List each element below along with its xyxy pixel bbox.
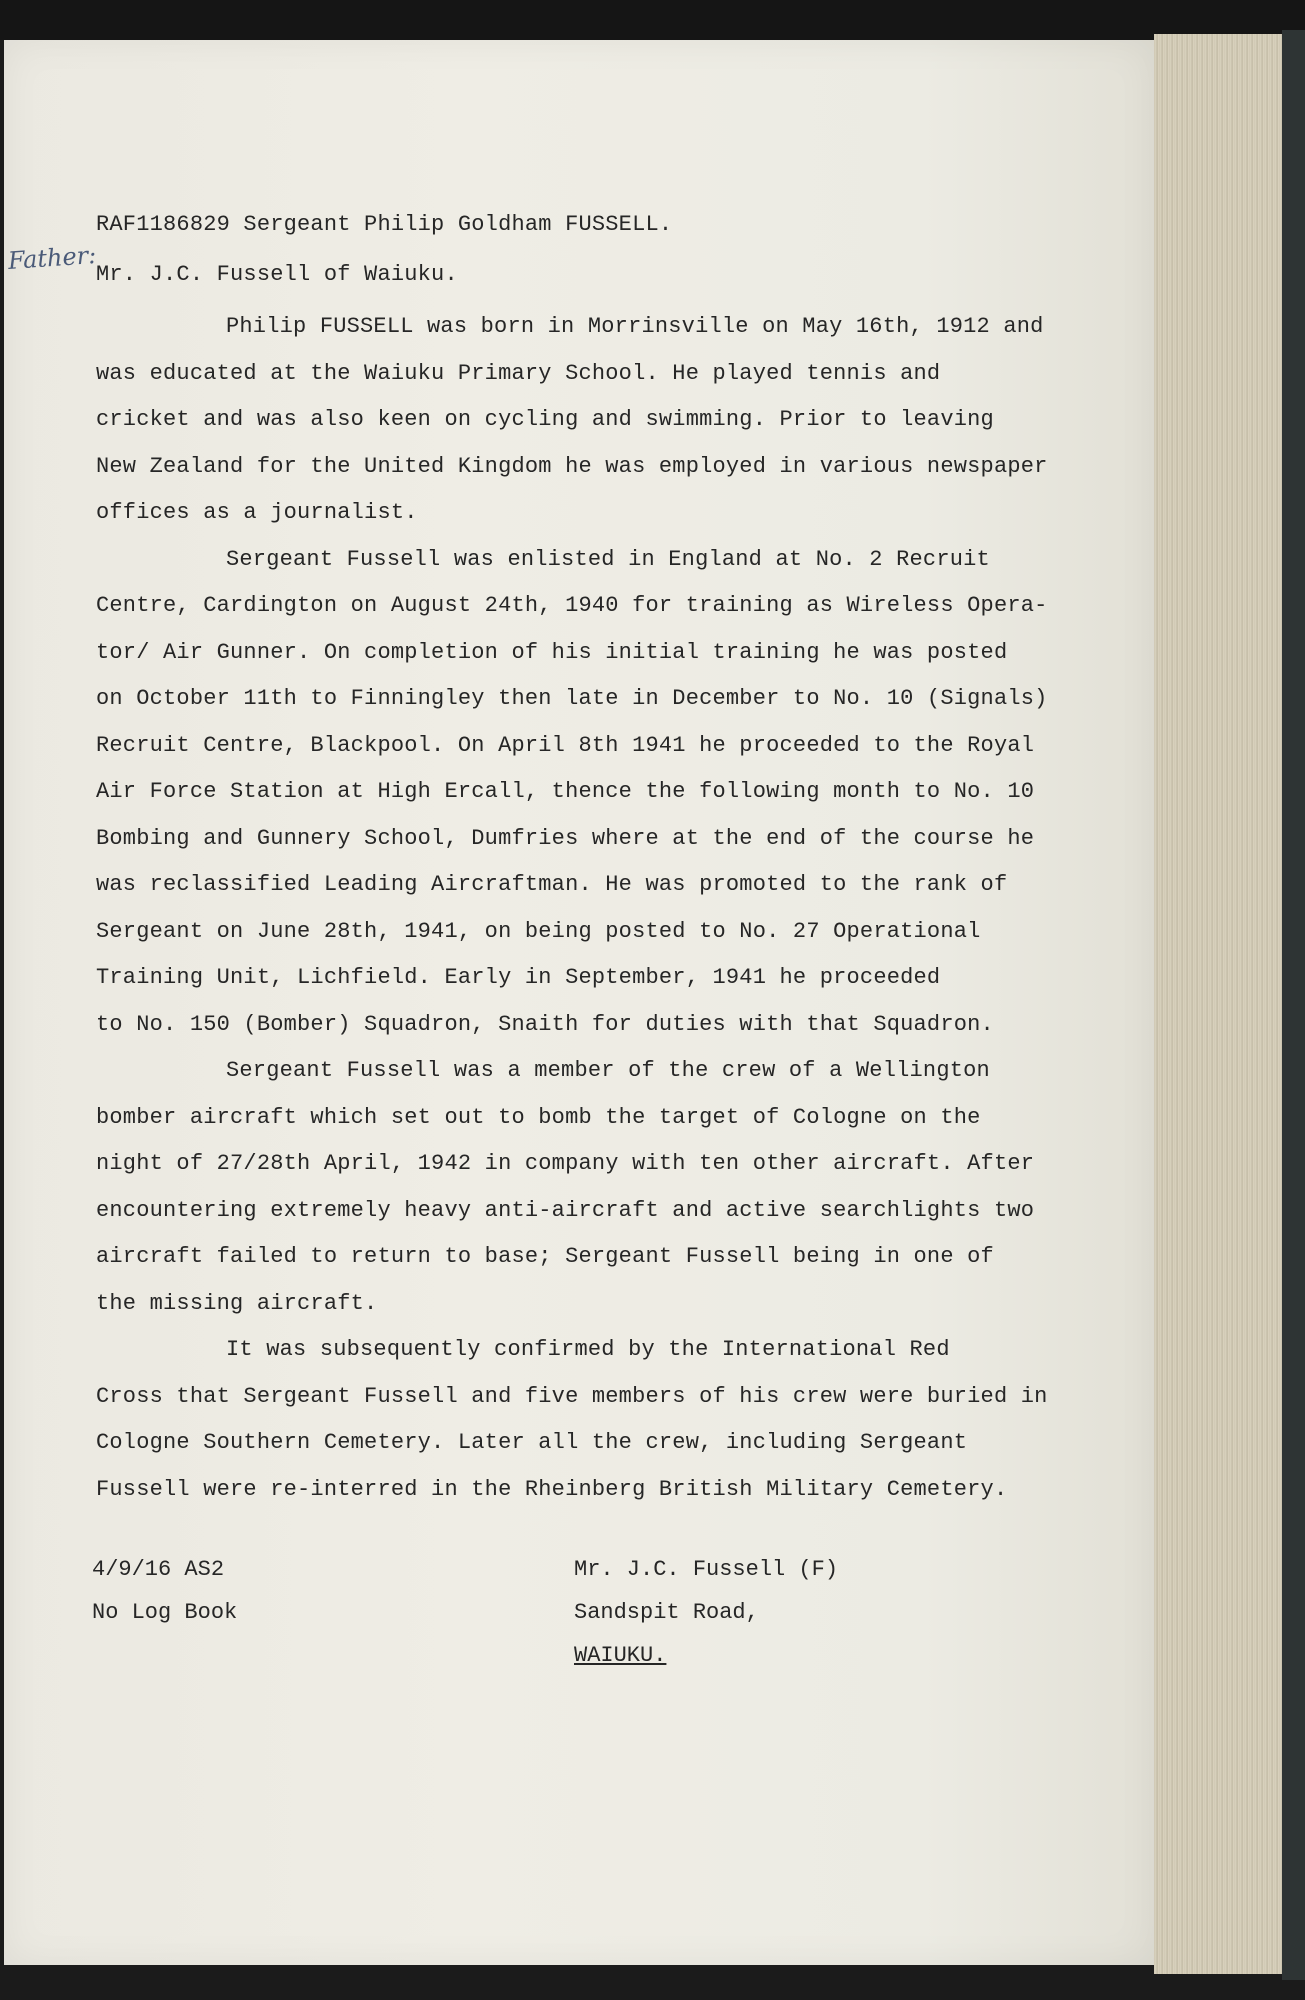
text-line: to No. 150 (Bomber) Squadron, Snaith for duties with that Squadron. [96, 1011, 994, 1037]
text-line: New Zealand for the United Kingdom he was employed in various newspaper [96, 453, 1048, 479]
text-line: offices as a journalist. [96, 500, 418, 525]
next-of-kin-line: Mr. J.C. Fussell of Waiuku. [96, 262, 458, 287]
text-line: aircraft failed to return to base; Sergeant Fussell being in one of [96, 1244, 994, 1269]
scan-background [0, 0, 1305, 40]
text-line: cricket and was also keen on cycling and swimming. Prior to leaving [96, 407, 994, 432]
text-line: Sergeant on June 28th, 1941, on being posted to No. 27 Operational [96, 918, 981, 944]
book-cover-edge [1282, 30, 1305, 1980]
service-record-heading: RAF1186829 Sergeant Philip Goldham FUSSELL. [96, 212, 673, 237]
text-line: Fussell were re-interred in the Rheinberg British Military Cemetery. [96, 1476, 1008, 1502]
text-line: Air Force Station at High Ercall, thence the following month to No. 10 [96, 779, 1035, 804]
paragraph-burial [96, 1327, 1126, 1513]
text-line: Recruit Centre, Blackpool. On April 8th 1941 he proceeded to the Royal [96, 732, 1035, 758]
text-line: Cross that Sergeant Fussell and five members of his crew were buried in [96, 1383, 1048, 1409]
text-line: tor/ Air Gunner. On completion of his initial training he was posted [96, 639, 1008, 665]
address-town: WAIUKU. [574, 1643, 667, 1668]
text-line: Training Unit, Lichfield. Early in September, 1941 he proceeded [96, 965, 941, 990]
address-street: Sandspit Road, [574, 1600, 759, 1625]
text-line: was reclassified Leading Aircraftman. He was promoted to the rank of [96, 872, 1008, 897]
log-book-note: No Log Book [92, 1600, 238, 1625]
handwritten-annotation: Father: [7, 240, 98, 276]
text-line: Bombing and Gunnery School, Dumfries where at the end of the course he [96, 825, 1035, 851]
text-line: Centre, Cardington on August 24th, 1940 for training as Wireless Opera- [96, 593, 1048, 618]
book-page-edges [1154, 34, 1282, 1974]
text-line: night of 27/28th April, 1942 in company with ten other aircraft. After [96, 1151, 1035, 1176]
addressee-name: Mr. J.C. Fussell (F) [574, 1557, 839, 1582]
file-reference-block [92, 1548, 237, 1634]
text-line: was educated at the Waiuku Primary School. He played tennis and [96, 360, 941, 386]
text-line: Sergeant Fussell was enlisted in England at No. 2 Recruit [226, 546, 990, 572]
text-line: Sergeant Fussell was a member of the crew of a Wellington [226, 1058, 990, 1083]
text-line: bomber aircraft which set out to bomb the target of Cologne on the [96, 1104, 981, 1130]
paragraph-final-mission [96, 1048, 1126, 1327]
text-line: the missing aircraft. [96, 1290, 378, 1316]
file-reference: 4/9/16 AS2 [92, 1557, 225, 1582]
text-line: encountering extremely heavy anti-aircraft and active searchlights two [96, 1197, 1035, 1223]
paragraph-early-life [96, 304, 1126, 537]
text-line: Philip FUSSELL was born in Morrinsville on May 16th, 1912 and [226, 314, 1044, 339]
text-line: on October 11th to Finningley then late in December to No. 10 (Signals) [96, 686, 1048, 711]
text-line: Cologne Southern Cemetery. Later all the crew, including Sergeant [96, 1430, 968, 1455]
text-line: It was subsequently confirmed by the International Red [226, 1337, 950, 1362]
address-block [574, 1548, 838, 1677]
document-body [96, 200, 1126, 1513]
paragraph-service [96, 537, 1126, 1049]
